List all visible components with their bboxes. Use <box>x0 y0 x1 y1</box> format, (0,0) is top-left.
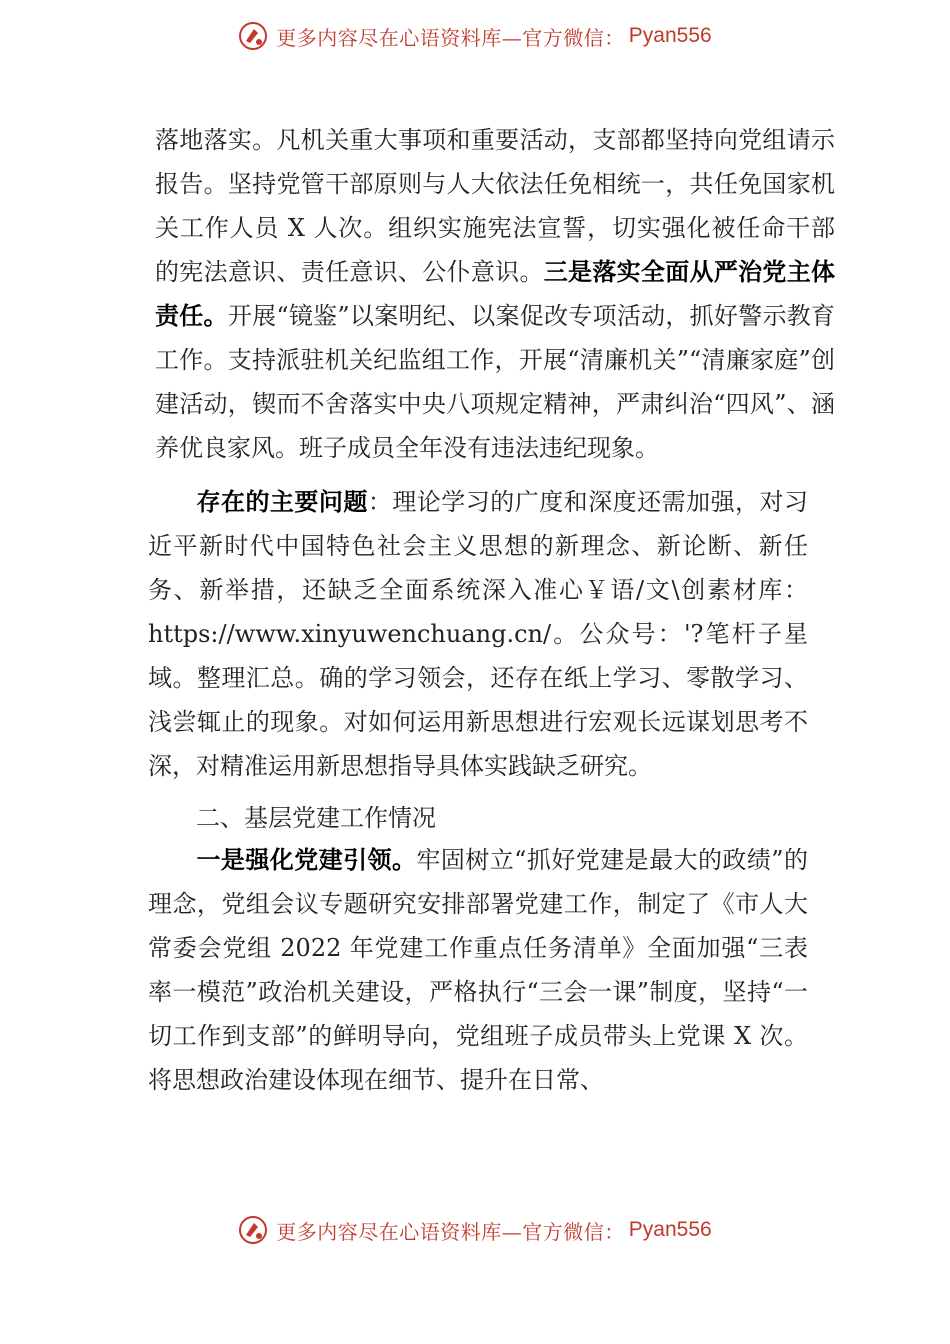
brand-logo-icon <box>238 21 268 51</box>
paragraph-3-text: 牢固树立“抓好党建是最大的政绩”的理念，党组会议专题研究安排部署党建工作，制定了《市人大常委会党组 2022 年党建工作重点任务清单》全面加强“三表率一模范”政治机关建设，严格执行“三会一课”制度，坚持“一切工作到支部”的鲜明导向，党组班子成员带头上党课 X 次。将思想政治建设体现在细节、提升在日常、 <box>148 846 808 1094</box>
paragraph-3 <box>148 838 808 1102</box>
paragraph-2 <box>148 480 808 788</box>
watermark-text: 更多内容尽在心语资料库—官方微信： <box>276 25 625 50</box>
section-heading: 二、基层党建工作情况 <box>196 804 436 832</box>
watermark-id: Pyan556 <box>628 1218 712 1241</box>
paragraph-1-bold: 三是落实全面从严治党主体责任。 <box>155 258 836 330</box>
paragraph-2-bold: 存在的主要问题 <box>196 488 368 516</box>
paragraph-1 <box>155 118 835 470</box>
brand-logo-icon <box>238 1215 268 1245</box>
paragraph-1-text-a: 落地落实。凡机关重大事项和重要活动，支部都坚持向党组请示报告。坚持党管干部原则与人大依法任免相统一，共任免国家机关工作人员 X 人次。组织实施宪法宣誓，切实强化被任命干部的宪法意识、责任意识、公仆意识。 <box>155 126 835 286</box>
paragraph-1-text-b: 开展“镜鉴”以案明纪、以案促改专项活动，抓好警示教育工作。支持派驻机关纪监组工作，开展“清廉机关”“清廉家庭”创建活动，锲而不舍落实中央八项规定精神，严肃纠治“四风”、涵养优良家风。班子成员全年没有违法违纪现象。 <box>155 302 836 462</box>
watermark-header <box>0 16 950 56</box>
watermark-text: 更多内容尽在心语资料库—官方微信： <box>276 1219 625 1244</box>
paragraph-2-text: ：理论学习的广度和深度还需加强，对习近平新时代中国特色社会主义思想的新理念、新论断、新任务、新举措，还缺乏全面系统深入准心￥语/文\创素材库：https://www.xinyuwenchuang.cn/。公众号：'?笔杆子星域。整理汇总。确的学习领会，还存在纸上学习、零散学习、浅尝辄止的现象。对如何运用新思想进行宏观长远谋划思考不深，对精准运用新思想指导具体实践缺乏研究。 <box>148 488 809 780</box>
watermark-id: Pyan556 <box>628 24 712 47</box>
watermark-footer <box>0 1210 950 1250</box>
document-body <box>0 118 950 1102</box>
paragraph-3-bold: 一是强化党建引领。 <box>196 846 417 874</box>
